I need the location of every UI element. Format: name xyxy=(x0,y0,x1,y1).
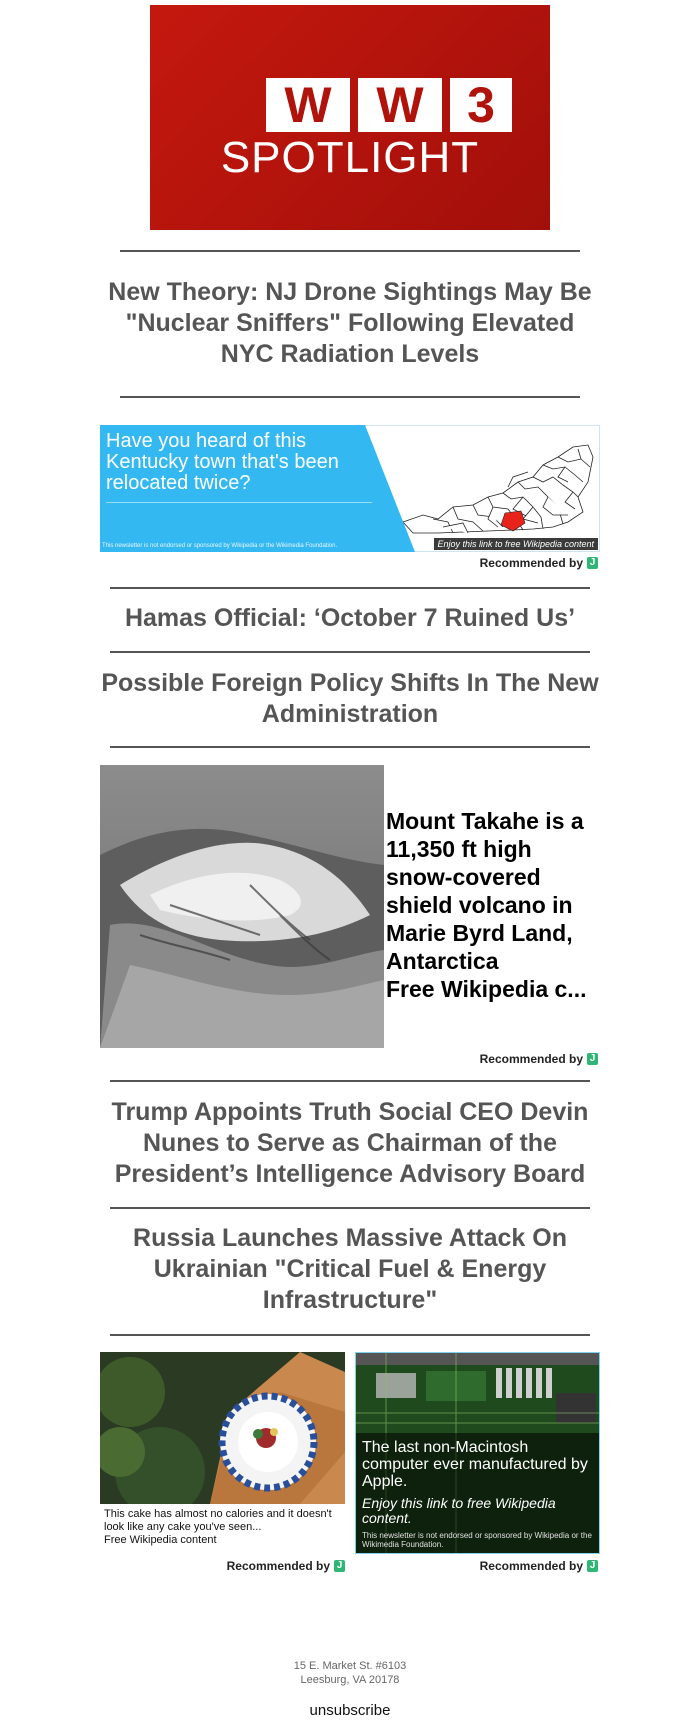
recommended-label: Recommended by xyxy=(479,1052,583,1066)
headline-hamas[interactable]: Hamas Official: ‘October 7 Ruined Us’ xyxy=(124,604,576,632)
recommended-logo-icon: J xyxy=(334,1560,345,1572)
ad-kentucky-town[interactable] xyxy=(100,425,600,552)
ad-macintosh-enjoy: Enjoy this link to free Wikipedia content. xyxy=(362,1495,556,1526)
ad-mount-takahe[interactable] xyxy=(100,765,600,1048)
recommended-label: Recommended by xyxy=(479,556,583,570)
ad-takahe-text xyxy=(386,807,600,1003)
divider xyxy=(120,396,580,398)
ad-disclaimer: This newsletter is not endorsed or sponsored by Wikipedia or the Wikimedia Foundation. xyxy=(102,543,338,549)
recommended-label: Recommended by xyxy=(479,1559,583,1573)
cake-photo xyxy=(100,1352,345,1504)
logo-letter-w2: W xyxy=(358,78,442,132)
ad-macintosh-overlay xyxy=(362,1439,593,1549)
ad-cake-source: Free Wikipedia content xyxy=(104,1534,217,1546)
headline-russia-attack[interactable]: Russia Launches Massive Attack On Ukrainian "Critical Fuel & Energy Infrastructure" xyxy=(133,1224,567,1314)
logo-wordmark: SPOTLIGHT xyxy=(220,133,480,182)
divider xyxy=(120,250,580,252)
ad-macintosh-title: The last non-Macintosh computer ever manufactured by Apple. xyxy=(362,1439,588,1490)
ad-question-text: Have you heard of this Kentucky town that's been relocated twice? xyxy=(106,430,339,494)
headline-nj-drones[interactable]: New Theory: NJ Drone Sightings May Be "Nuclear Sniffers" Following Elevated NYC Radiation Levels xyxy=(108,278,592,368)
recommended-by-badge[interactable] xyxy=(227,1559,345,1573)
divider xyxy=(110,1080,590,1082)
ad-cake-text: This cake has almost no calories and it doesn't look like any cake you've seen... xyxy=(104,1508,332,1533)
ad-takahe-source: Free Wikipedia c... xyxy=(386,976,587,1002)
recommended-logo-icon: J xyxy=(587,1560,598,1572)
headline-nunes[interactable]: Trump Appoints Truth Social CEO Devin Nunes to Serve as Chairman of the President’s Intelligence Advisory Board xyxy=(111,1098,589,1188)
divider xyxy=(110,587,590,589)
ad-separator-line xyxy=(106,502,372,503)
ad-macintosh[interactable] xyxy=(355,1352,600,1554)
ad-macintosh-disclaimer: This newsletter is not endorsed or sponsored by Wikipedia or the Wikimedia Foundation. xyxy=(362,1531,592,1549)
logo-letter-w1: W xyxy=(266,78,350,132)
divider xyxy=(110,1207,590,1209)
ad-cake[interactable] xyxy=(100,1352,345,1544)
recommended-by-badge[interactable] xyxy=(480,556,598,570)
recommended-logo-icon: J xyxy=(587,1053,598,1065)
ww3-spotlight-logo[interactable] xyxy=(150,5,550,230)
address-line-2: Leesburg, VA 20178 xyxy=(300,1674,400,1686)
recommended-by-badge[interactable] xyxy=(480,1559,598,1573)
headline-foreign-policy[interactable]: Possible Foreign Policy Shifts In The New Administration xyxy=(101,669,599,728)
ad-takahe-headline: Mount Takahe is a 11,350 ft high snow-covered shield volcano in Marie Byrd Land, Antarctica xyxy=(386,808,584,974)
ad-enjoy-label: Enjoy this link to free Wikipedia content xyxy=(434,538,599,550)
recommended-logo-icon: J xyxy=(587,557,598,569)
logo-number-3: 3 xyxy=(450,78,512,132)
address-line-1: 15 E. Market St. #6103 xyxy=(293,1660,407,1672)
footer-address xyxy=(0,1659,700,1687)
recommended-label: Recommended by xyxy=(226,1559,330,1573)
divider xyxy=(110,746,590,748)
mount-takahe-photo xyxy=(100,765,384,1048)
unsubscribe-link[interactable]: unsubscribe xyxy=(309,1702,391,1719)
divider xyxy=(110,651,590,653)
kentucky-map-image xyxy=(393,427,598,547)
recommended-by-badge[interactable] xyxy=(480,1052,598,1066)
divider xyxy=(110,1334,590,1336)
ad-cake-caption xyxy=(104,1508,342,1547)
logo-letter-boxes xyxy=(266,78,512,132)
